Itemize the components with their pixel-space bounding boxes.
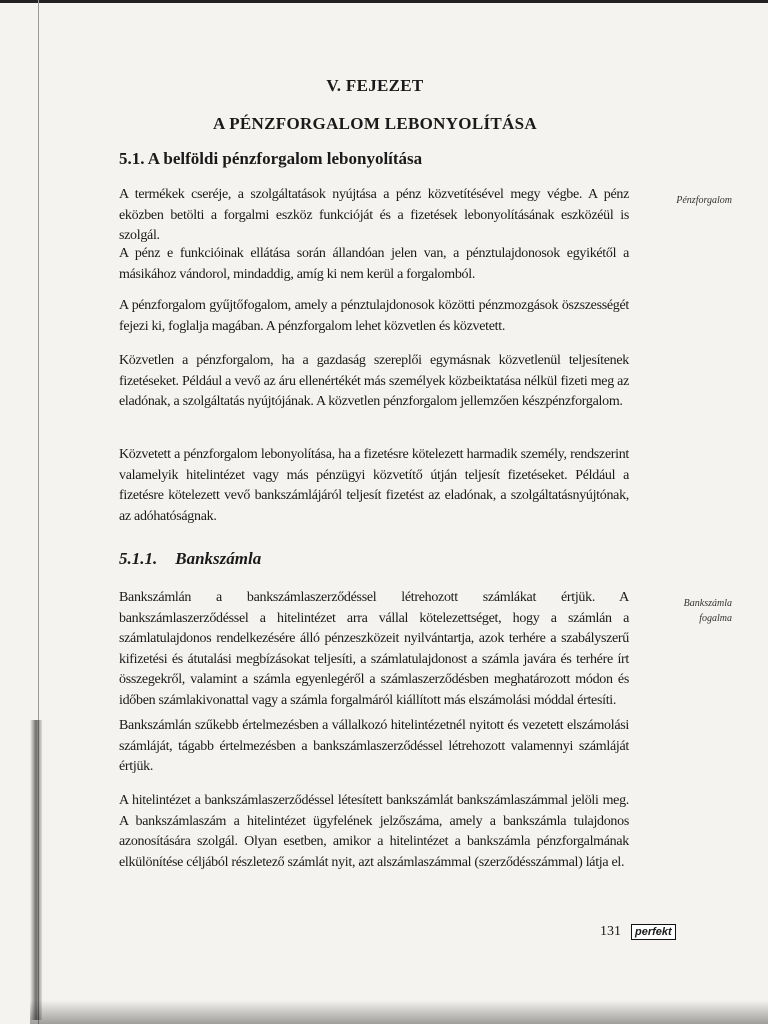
paragraph: A hitelintézet a bankszámlaszerződéssel létesített bankszámlát bankszámlaszámmal jelöli meg. A bankszámlaszám a hitelintézet ügyfelének jelzőszáma, amely a bankszámla tulajdonos azonosítására szolgál. Olyan esetben, amikor a hitelintézet a bankszámla pénzforgalmának elkülönítése céljából részletező számlát nyit, azt alszámlaszámmal (szerződésszámmal) látja el. [119, 793, 629, 870]
bottom-shadow [30, 1000, 768, 1024]
paragraph: A pénz e funkcióinak ellátása során állandóan jelen van, a pénztulajdonosok egyikétől a másikához vándorol, mindaddig, amíg ki nem kerül a forgalomból. [119, 246, 629, 282]
subsection-heading [119, 549, 261, 569]
margin-note-penzforgalom: Pénzforgalom [676, 195, 732, 206]
margin-note-line: Bankszámla [683, 598, 732, 609]
margin-note-bankszamla [622, 596, 732, 626]
paragraph: Közvetett a pénzforgalom lebonyolítása, ha a fizetésre kötelezett harmadik személy, rendszerint valamelyik hitelintézet vagy más pénzügyi közvetítő útján teljesít fizetéseket. Például a fizetésre kötelezett vevő bankszámlájáról teljesít fizetést az eladónak, a szolgáltatásnyújtónak, az adóhatóságnak. [119, 447, 629, 524]
chapter-title: A PÉNZFORGALOM LEBONYOLÍTÁSA [213, 114, 537, 133]
paragraph: Közvetlen a pénzforgalom, ha a gazdaság szereplői egymásnak közvetlenül teljesítenek fizetéseket. Például a vevő az áru ellenértékét más személyek közbeiktatása nélkül fizeti meg az eladónak, a szolgáltatás nyújtójának. A közvetlen pénzforgalom jellemzően készpénzforgalom. [119, 353, 629, 409]
section-heading: 5.1. A belföldi pénzforgalom lebonyolítása [119, 149, 423, 168]
publisher-logo: perfekt [631, 924, 676, 940]
paragraph: A pénzforgalom gyűjtőfogalom, amely a pénztulajdonosok közötti pénzmozgások öszszességét fejezi ki, foglalja magában. A pénzforgalom lehet közvetlen és közvetett. [119, 298, 629, 334]
paragraph: A termékek cseréje, a szolgáltatások nyújtása a pénz közvetítésével megy végbe. A pénz eközben betölti a forgalmi eszköz funkcióját és a fizetések lebonyolításának eszközéül is szolgál. [119, 187, 629, 243]
subsection-number: 5.1.1. [119, 549, 158, 568]
page-number: 131 [600, 924, 621, 939]
paragraph: Bankszámlán szűkebb értelmezésben a vállalkozó hitelintézetnél nyitott és vezetett elszámolási számláját, tágabb értelmezésben a bankszámlaszerződéssel létrehozott valamennyi számláját értjük. [119, 718, 629, 774]
subsection-title: Bankszámla [175, 549, 262, 568]
margin-note-line: fogalma [699, 613, 732, 624]
top-border [0, 0, 768, 3]
paragraph: Bankszámlán a bankszámlaszerződéssel létrehozott számlákat értjük. A bankszámlaszerződéssel a hitelintézet arra vállal kötelezettséget, hogy a számlán a számlatulajdonos rendelkezésére álló pénzeszközeit nyilvántartja, azok terhére a szabályszerű kifizetési és átutalási megbízásokat teljesíti, a számlatulajdonost a számla javára és terhére írt összegekről, valamint a számla egyenlegéről a számlaszerződésben meghatározott módon és időben számlakivonattal vagy a számla forgalmáról kiállított más elszámolási móddal értesíti. [119, 590, 629, 708]
chapter-label: V. FEJEZET [326, 76, 424, 95]
binding-shadow [30, 720, 42, 1020]
page-footer [600, 924, 676, 940]
